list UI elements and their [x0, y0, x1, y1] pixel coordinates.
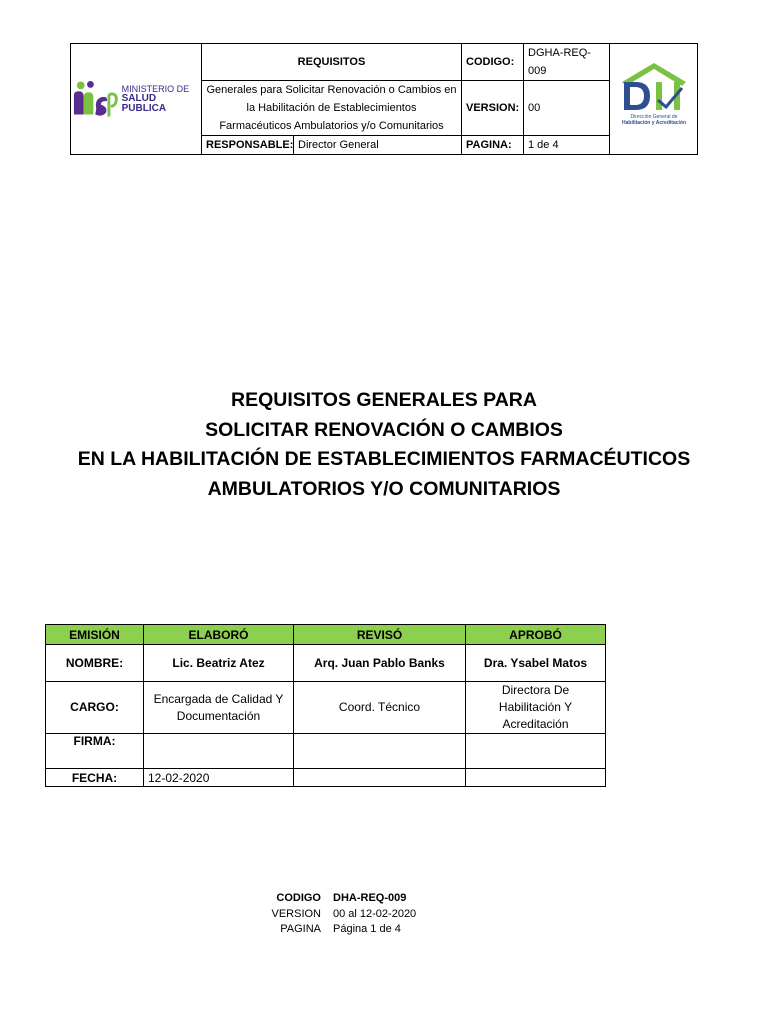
document-title-line: REQUISITOS GENERALES PARA — [231, 389, 537, 411]
footer-version-value: 00 al 12-02-2020 — [333, 907, 417, 920]
cargo-elaboro: Encargada de Calidad Y Documentación — [144, 682, 294, 734]
dh-logo-caption1: Dirección General de — [630, 114, 677, 120]
responsable-value: Director General — [294, 136, 462, 155]
header-reviso: REVISÓ — [294, 625, 466, 645]
approval-table — [45, 624, 606, 787]
cargo-reviso: Coord. Técnico — [294, 682, 466, 734]
document-title-line: EN LA HABILITACIÓN DE ESTABLECIMIENTOS FARMACÉUTICOS — [77, 448, 691, 470]
document-title — [60, 386, 708, 504]
header-elaboro: ELABORÓ — [144, 625, 294, 645]
dh-logo-cell — [610, 44, 698, 155]
document-title-line: SOLICITAR RENOVACIÓN O CAMBIOS — [205, 418, 563, 441]
firma-elaboro — [144, 734, 294, 769]
msp-logo-line1: MINISTERIO DE — [121, 84, 190, 94]
doc-description-line: Farmacéuticos Ambulatorios y/o Comunitarios — [219, 120, 444, 132]
nombre-elaboro: Lic. Beatriz Atez — [144, 645, 294, 682]
cargo-label: CARGO: — [46, 682, 144, 734]
document-title-line: AMBULATORIOS Y/O COMUNITARIOS — [207, 477, 561, 500]
footer-codigo-value: DHA-REQ-009 — [333, 892, 407, 904]
fecha-value: 12-02-2020 — [144, 769, 294, 787]
msp-logo-line2: SALUD PUBLICA — [121, 93, 167, 114]
nombre-reviso: Arq. Juan Pablo Banks — [294, 645, 466, 682]
doc-description-cell — [202, 81, 462, 136]
header-aprobo: APROBÓ — [466, 625, 606, 645]
firma-aprobo — [466, 734, 606, 769]
responsable-label: RESPONSABLE: — [202, 136, 294, 155]
fecha-reviso — [294, 769, 466, 787]
doc-type-cell: REQUISITOS — [202, 44, 462, 81]
cargo-aprobo: Directora De Habilitación Y Acreditación — [466, 682, 606, 734]
document-footer — [270, 891, 416, 938]
codigo-value: DGHA-REQ-009 — [524, 44, 610, 81]
firma-label: FIRMA: — [46, 734, 144, 769]
version-label: VERSION: — [462, 81, 524, 136]
header-emision: EMISIÓN — [46, 625, 144, 645]
footer-pagina-label: PAGINA — [280, 923, 321, 935]
pagina-value: 1 de 4 — [524, 136, 610, 155]
doc-description-line: la Habilitación de Establecimientos — [246, 102, 417, 114]
msp-logo — [71, 79, 201, 119]
msp-logo-icon — [71, 79, 118, 119]
document-header-table — [70, 43, 698, 155]
footer-codigo-label: CODIGO — [276, 892, 321, 904]
footer-version-label: VERSION — [271, 907, 321, 920]
dh-logo-caption2: Habilitación y Acreditación — [621, 120, 686, 126]
msp-logo-cell — [71, 44, 202, 155]
doc-description-line: Generales para Solicitar Renovación o Cambios en — [206, 84, 457, 96]
dh-logo-icon — [616, 60, 692, 132]
firma-reviso — [294, 734, 466, 769]
fecha-label: FECHA: — [46, 769, 144, 787]
codigo-label: CODIGO: — [462, 44, 524, 81]
nombre-label: NOMBRE: — [46, 645, 144, 682]
fecha-aprobo — [466, 769, 606, 787]
version-value: 00 — [524, 81, 610, 136]
pagina-label: PAGINA: — [462, 136, 524, 155]
footer-pagina-value: Página 1 de 4 — [333, 923, 401, 935]
nombre-aprobo: Dra. Ysabel Matos — [466, 645, 606, 682]
